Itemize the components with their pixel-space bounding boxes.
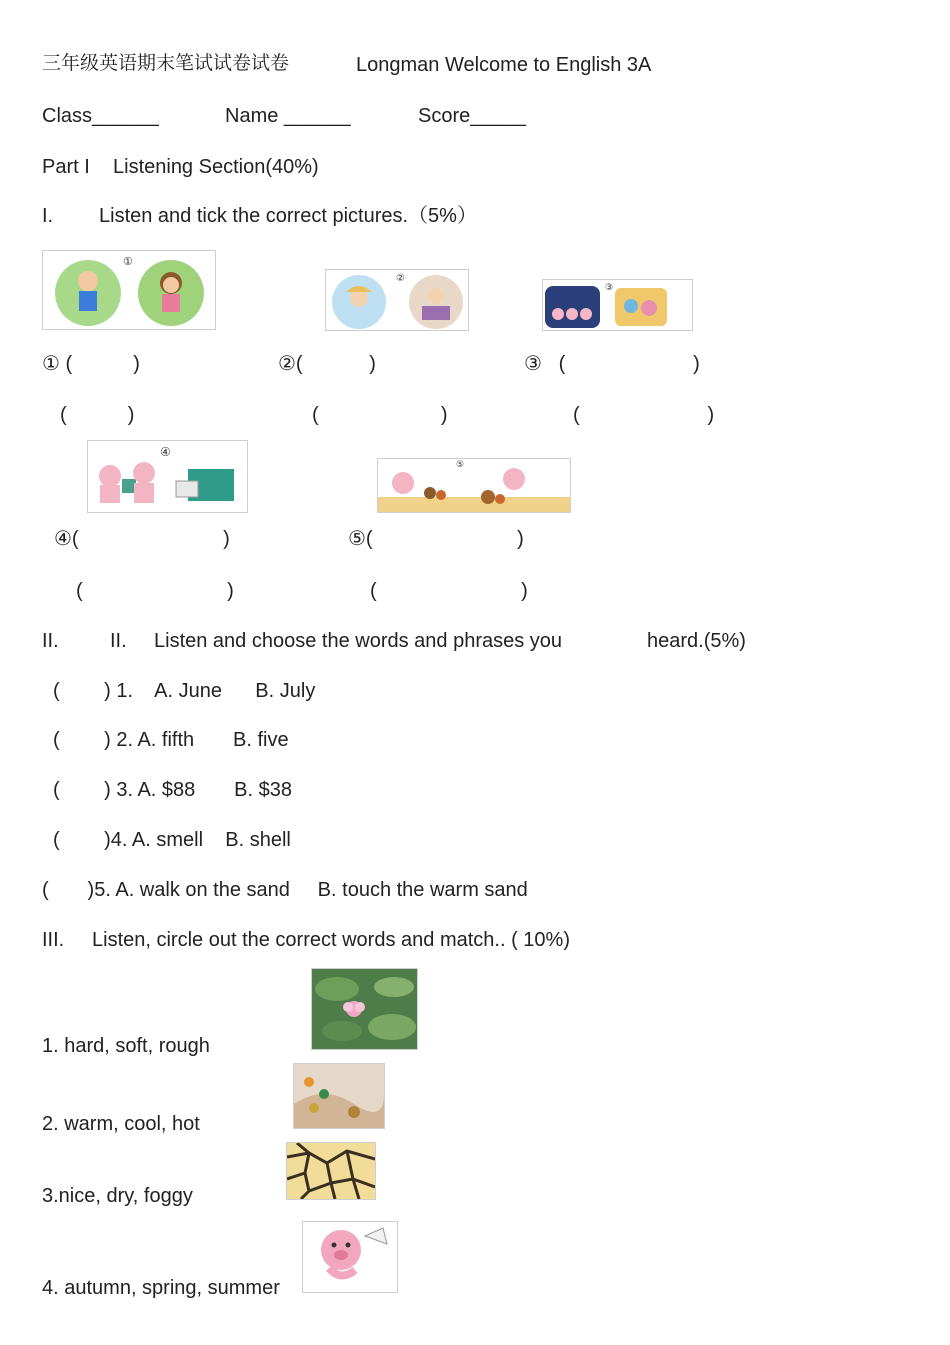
picture-2-mark: ② [396, 273, 405, 284]
title-chinese: 三年级英语期末笔试试卷试卷 [42, 52, 290, 74]
section2-title: Listen and choose the words and phrases you [154, 630, 563, 652]
section3-title: Listen, circle out the correct words and match.. ( 10%) [92, 929, 570, 951]
section2-title-end: heard.(5%) [647, 630, 746, 652]
match-item-3: 3.nice, dry, foggy [42, 1185, 193, 1207]
answer-1: ① ( ) [42, 353, 140, 375]
answer-1-sub: ( ) [60, 404, 135, 426]
answer-5: ⑤( ) [348, 528, 524, 550]
answer-2: ②( ) [278, 353, 376, 375]
match-item-2: 2. warm, cool, hot [42, 1113, 200, 1135]
match-item-4: 4. autumn, spring, summer [42, 1277, 280, 1299]
answer-3: ③ ( ) [524, 353, 700, 375]
title-english: Longman Welcome to English 3A [356, 54, 652, 76]
question-5: ( )5. A. walk on the sand B. touch the warm sand [42, 879, 528, 901]
answer-4: ④( ) [54, 528, 230, 550]
match-item-1: 1. hard, soft, rough [42, 1035, 210, 1057]
section2-number: II. [42, 630, 59, 652]
picture-5-mark: ⑤ [456, 459, 465, 469]
picture-candies [293, 1063, 385, 1129]
picture-3-mark: ③ [605, 282, 614, 292]
picture-1-mark: ① [123, 256, 133, 268]
section1-number: I. [42, 205, 54, 227]
question-1: ( ) 1. A. June B. July [53, 680, 316, 702]
answer-3-sub: ( ) [573, 404, 715, 426]
class-field: Class______ [42, 105, 159, 127]
picture-1 [42, 250, 216, 330]
picture-pig-cold [302, 1221, 398, 1293]
part-label: Part I [42, 156, 90, 178]
picture-5 [377, 458, 571, 513]
question-4: ( )4. A. smell B. shell [53, 829, 291, 851]
section2-number-repeat: II. [110, 630, 127, 652]
part-title: Listening Section(40%) [113, 156, 319, 178]
answer-2-sub: ( ) [312, 404, 448, 426]
score-field: Score_____ [418, 105, 526, 127]
picture-dry-ground [286, 1142, 376, 1200]
picture-4-mark: ④ [160, 445, 171, 459]
name-field: Name ______ [225, 105, 351, 127]
picture-lotus [311, 968, 418, 1050]
picture-2 [325, 269, 469, 331]
picture-3 [542, 279, 693, 331]
answer-4-sub: ( ) [76, 580, 234, 602]
section3-number: III. [42, 929, 65, 951]
answer-5-sub: ( ) [370, 580, 528, 602]
picture-4 [87, 440, 248, 513]
section1-title: Listen and tick the correct pictures.（5%） [99, 205, 477, 227]
question-2: ( ) 2. A. fifth B. five [53, 729, 289, 751]
question-3: ( ) 3. A. $88 B. $38 [53, 779, 293, 801]
